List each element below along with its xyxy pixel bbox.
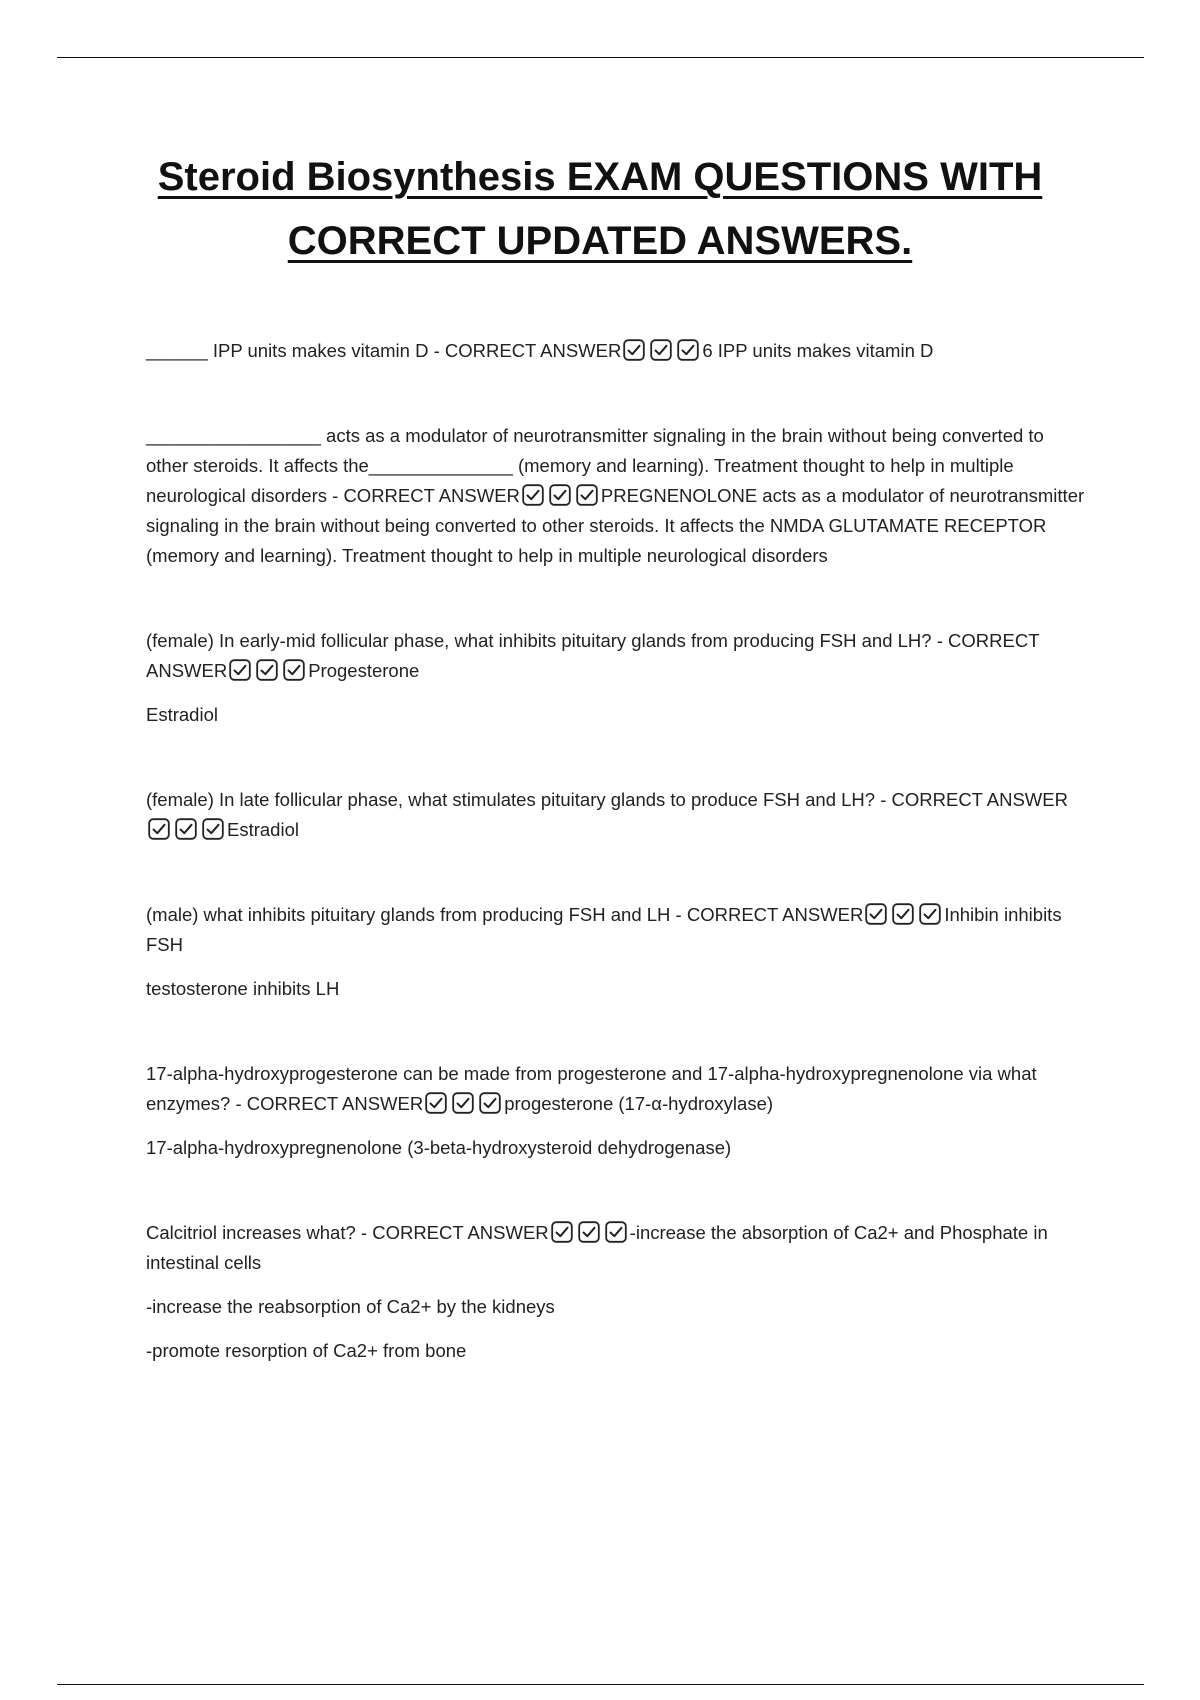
checkbox-checked-icon xyxy=(605,1221,627,1243)
check-marks xyxy=(865,903,941,925)
question-text: 17-alpha-hydroxyprogesterone can be made from progesterone and 17-alpha-hydroxypregnenolone via what enzymes? - xyxy=(146,1063,1037,1114)
document-title xyxy=(100,145,1100,273)
qa-main-line xyxy=(146,626,1090,686)
checkbox-checked-icon xyxy=(892,903,914,925)
answer-extra-line: -increase the reabsorption of Ca2+ by the kidneys xyxy=(146,1296,555,1317)
correct-answer-label: CORRECT ANSWER xyxy=(686,904,864,925)
correct-answer-label: CORRECT ANSWER xyxy=(246,1093,424,1114)
title-line-1: Steroid Biosynthesis EXAM QUESTIONS WITH xyxy=(157,155,1043,199)
question-text: Calcitriol increases what? - xyxy=(146,1222,373,1243)
correct-answer-label: CORRECT ANSWER xyxy=(372,1222,549,1243)
checkbox-checked-icon xyxy=(256,659,278,681)
check-marks xyxy=(148,818,224,840)
checkbox-checked-icon xyxy=(677,339,699,361)
question-text: ______ IPP units makes vitamin D - xyxy=(146,340,445,361)
checkbox-checked-icon xyxy=(865,903,887,925)
answer-text: -increase the absorption of Ca2+ and Phosphate in intestinal cells xyxy=(146,1222,1048,1273)
qa-item xyxy=(146,1059,1090,1163)
checkbox-checked-icon xyxy=(202,818,224,840)
qa-item xyxy=(146,626,1090,730)
answer-text: PREGNENOLONE acts as a modulator of neurotransmitter signaling in the brain without being converted to other steroids. It affects the NMDA GLUTAMATE RECEPTOR (memory and learning). Treatment thought to help in multiple neurological disorders xyxy=(146,485,1085,566)
qa-item xyxy=(146,1218,1090,1366)
qa-main-line xyxy=(146,1059,1090,1119)
checkbox-checked-icon xyxy=(479,1092,501,1114)
checkbox-checked-icon xyxy=(551,1221,573,1243)
answer-extra-line: Estradiol xyxy=(146,704,218,725)
answer-extra-line: -promote resorption of Ca2+ from bone xyxy=(146,1340,467,1361)
qa-item xyxy=(146,336,1090,366)
checkbox-checked-icon xyxy=(522,484,544,506)
check-marks xyxy=(425,1092,501,1114)
checkbox-checked-icon xyxy=(148,818,170,840)
question-text: (female) In early-mid follicular phase, what inhibits pituitary glands from producing FSH and LH? - xyxy=(146,630,949,651)
qa-main-line xyxy=(146,336,1090,366)
correct-answer-label: CORRECT ANSWER xyxy=(146,630,1040,681)
answer-extra-line: 17-alpha-hydroxypregnenolone (3-beta-hydroxysteroid dehydrogenase) xyxy=(146,1137,732,1158)
question-text: (female) In late follicular phase, what stimulates pituitary glands to produce FSH and LH? - xyxy=(146,789,892,810)
question-text: (male) what inhibits pituitary glands from producing FSH and LH - xyxy=(146,904,687,925)
header-rule xyxy=(57,57,1144,58)
check-marks xyxy=(623,339,699,361)
qa-main-line xyxy=(146,1218,1090,1278)
checkbox-checked-icon xyxy=(549,484,571,506)
correct-answer-label: CORRECT ANSWER xyxy=(891,789,1068,810)
question-text: _________________ acts as a modulator of neurotransmitter signaling in the brain without being converted to other steroids. It affects the______________ (memory and learning). Treatment thought to help in multiple neurological disorders - xyxy=(146,425,1044,506)
checkbox-checked-icon xyxy=(650,339,672,361)
qa-item xyxy=(146,785,1090,845)
qa-main-line xyxy=(146,900,1090,960)
check-marks xyxy=(229,659,305,681)
correct-answer-label: CORRECT ANSWER xyxy=(444,340,622,361)
checkbox-checked-icon xyxy=(452,1092,474,1114)
qa-item xyxy=(146,900,1090,1004)
answer-extra-line: testosterone inhibits LH xyxy=(146,978,340,999)
title-line-2: CORRECT UPDATED ANSWERS. xyxy=(287,219,913,263)
check-marks xyxy=(522,484,598,506)
qa-list xyxy=(146,336,1090,1366)
answer-text: Estradiol xyxy=(227,819,299,840)
checkbox-checked-icon xyxy=(283,659,305,681)
answer-text: progesterone (17-α-hydroxylase) xyxy=(504,1093,774,1114)
footer-rule xyxy=(57,1684,1144,1685)
check-marks xyxy=(551,1221,627,1243)
checkbox-checked-icon xyxy=(578,1221,600,1243)
answer-text: Progesterone xyxy=(308,660,420,681)
checkbox-checked-icon xyxy=(175,818,197,840)
checkbox-checked-icon xyxy=(919,903,941,925)
checkbox-checked-icon xyxy=(229,659,251,681)
qa-main-line xyxy=(146,421,1090,571)
answer-text: 6 IPP units makes vitamin D xyxy=(702,340,934,361)
correct-answer-label: CORRECT ANSWER xyxy=(343,485,520,506)
checkbox-checked-icon xyxy=(425,1092,447,1114)
checkbox-checked-icon xyxy=(623,339,645,361)
qa-main-line xyxy=(146,785,1090,845)
answer-text: Inhibin inhibits FSH xyxy=(146,904,1062,955)
qa-item xyxy=(146,421,1090,571)
checkbox-checked-icon xyxy=(576,484,598,506)
